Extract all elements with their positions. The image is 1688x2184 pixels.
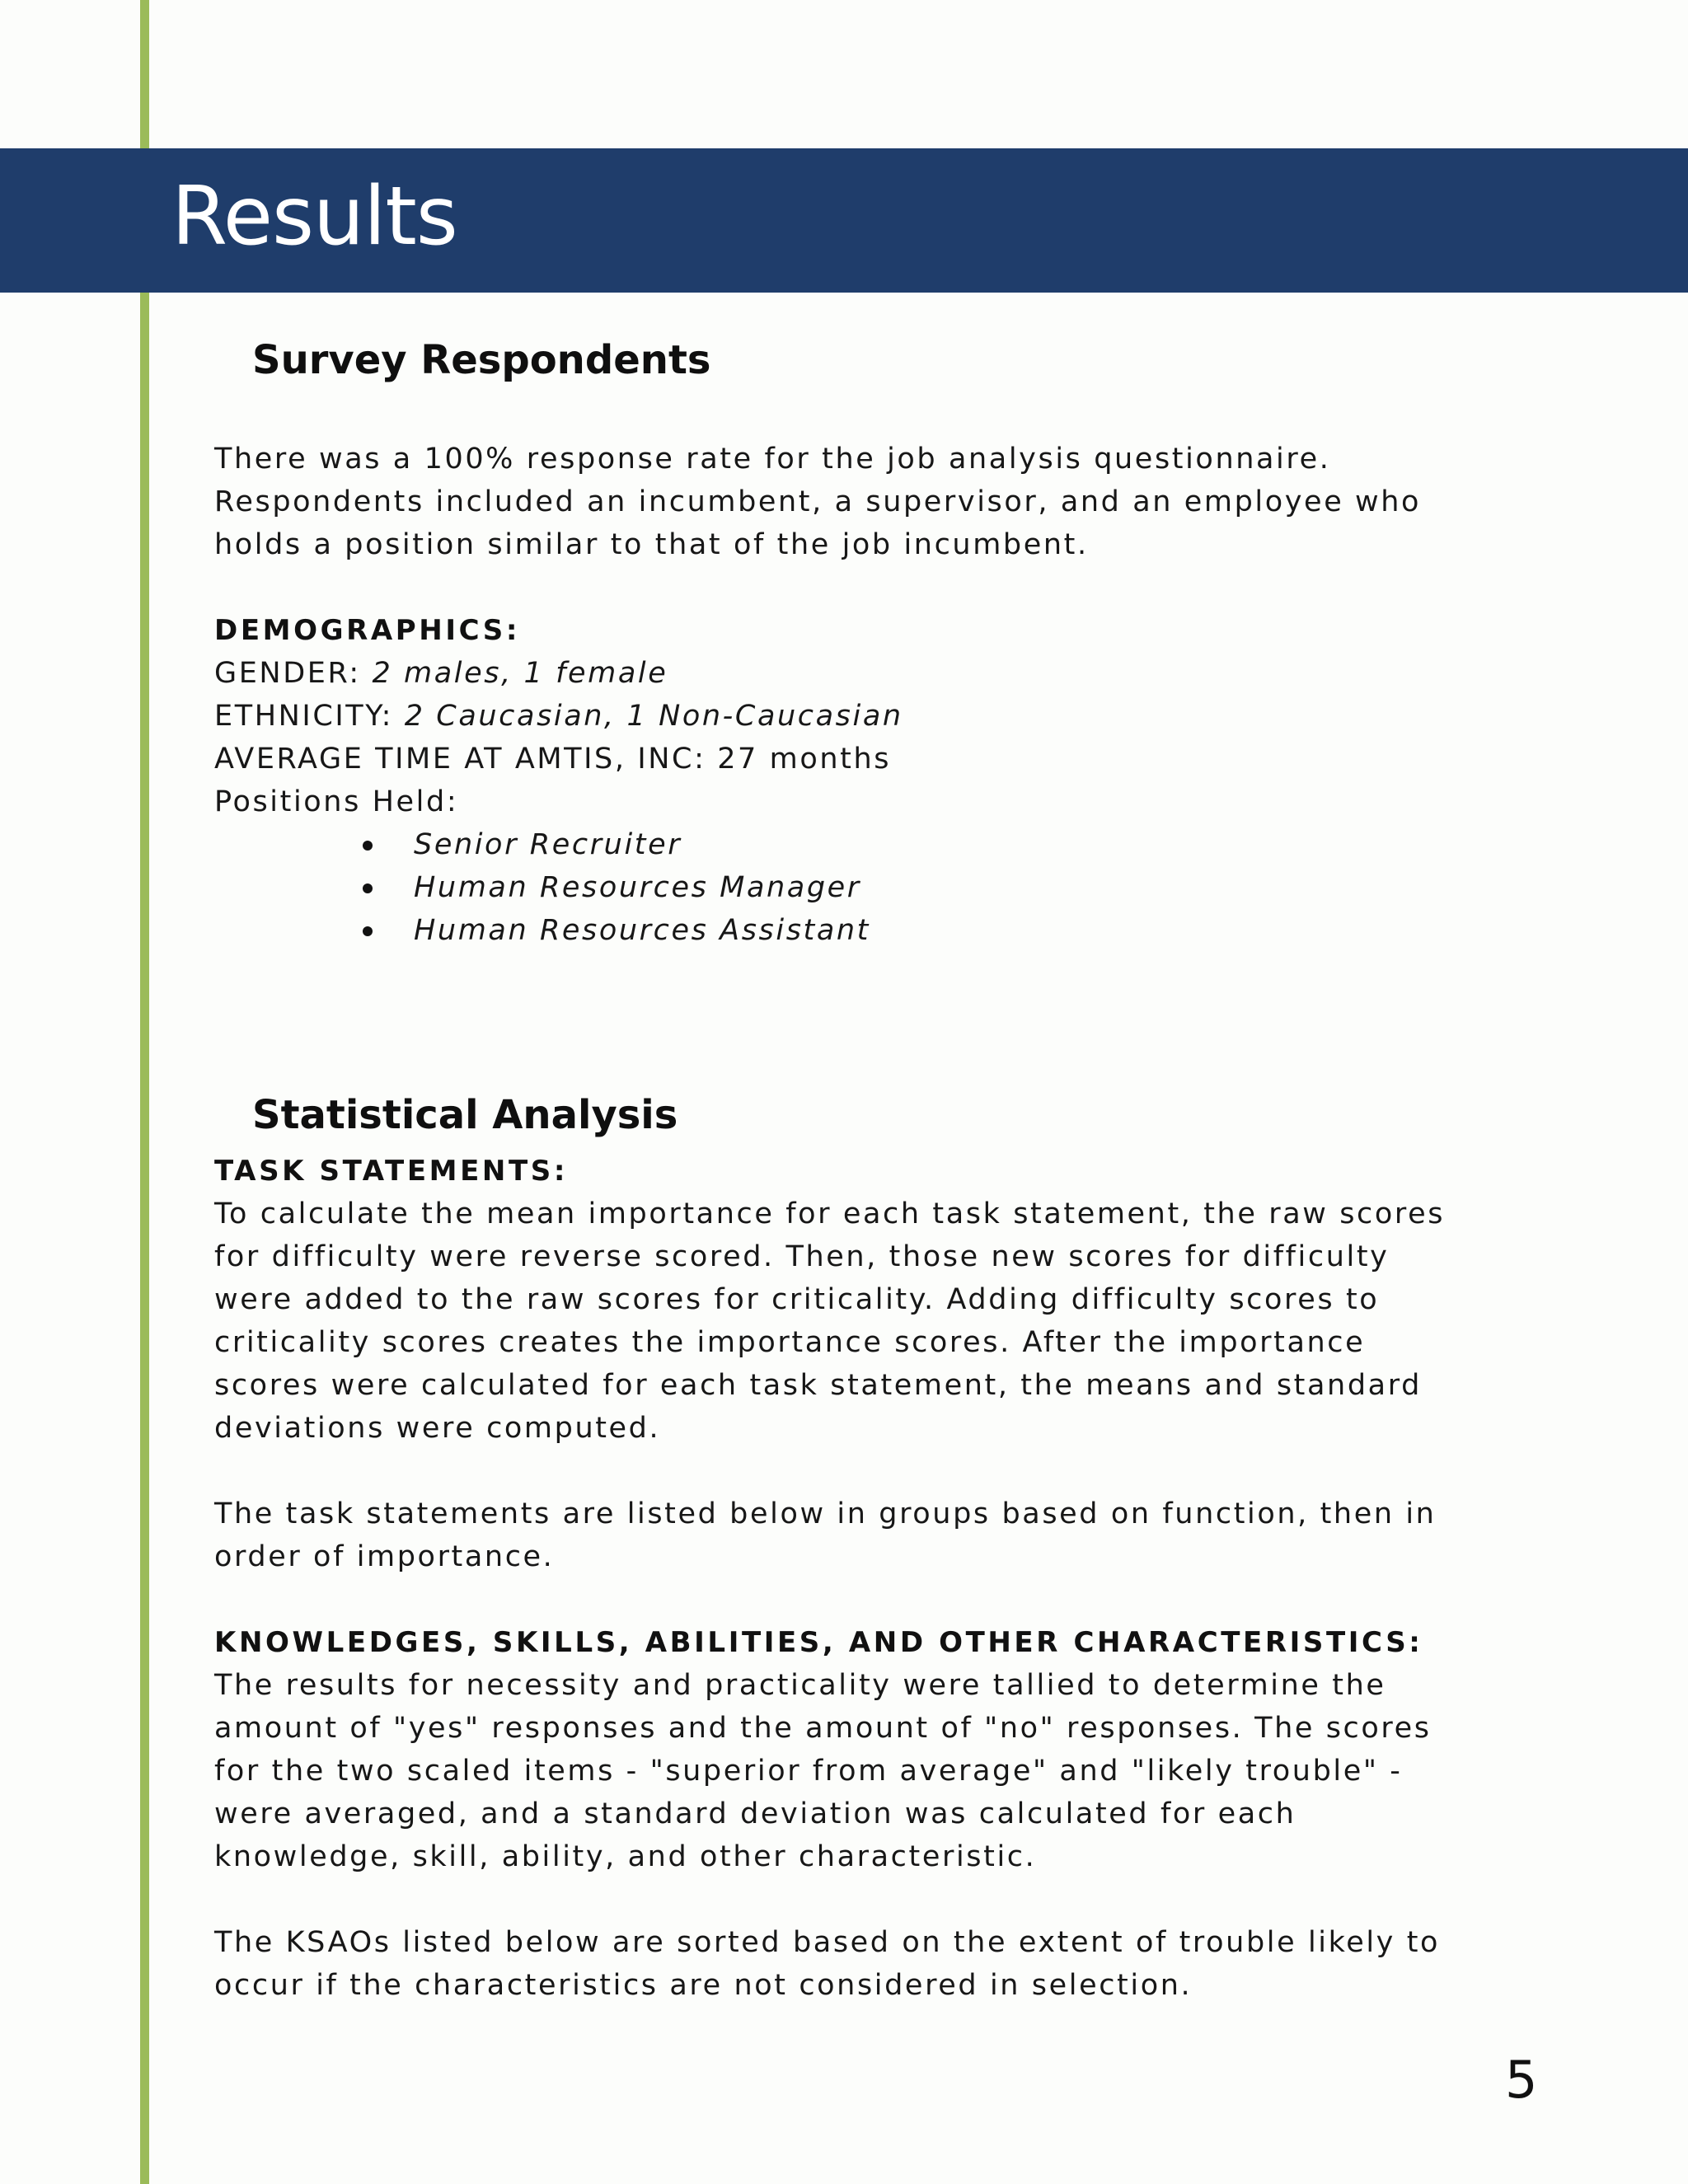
demographics-label: DEMOGRAPHICS: xyxy=(214,614,521,647)
ethnicity-label: ETHNICITY: xyxy=(214,700,405,733)
gender-label: GENDER: xyxy=(214,657,373,690)
positions-held-label: Positions Held: xyxy=(214,785,459,818)
paragraph-line: criticality scores creates the importance scores. After the importance xyxy=(214,1326,1366,1359)
paragraph-line: Respondents included an incumbent, a supervisor, and an employee who xyxy=(214,485,1422,518)
left-accent-rule xyxy=(140,0,149,2184)
bullet-icon xyxy=(363,926,373,936)
paragraph-line: amount of "yes" responses and the amount of "no" responses. The scores xyxy=(214,1712,1432,1745)
paragraph-line: deviations were computed. xyxy=(214,1412,661,1445)
ethnicity-value: 2 Caucasian, 1 Non-Caucasian xyxy=(404,700,903,733)
list-item xyxy=(363,909,1550,952)
paragraph-line: The results for necessity and practicality were tallied to determine the xyxy=(214,1669,1386,1702)
survey-respondents-heading: Survey Respondents xyxy=(252,337,711,383)
position-text: Senior Recruiter xyxy=(414,828,682,861)
survey-respondents-paragraph xyxy=(214,438,1550,566)
spacer xyxy=(214,1878,1550,1921)
paragraph-line: scores were calculated for each task statement, the means and standard xyxy=(214,1369,1422,1402)
spacer xyxy=(214,566,1550,609)
paragraph-line: were averaged, and a standard deviation was calculated for each xyxy=(214,1797,1296,1830)
list-item xyxy=(363,866,1550,909)
statistical-analysis-heading: Statistical Analysis xyxy=(252,1092,678,1138)
task-statements-block xyxy=(214,1150,1550,1578)
paragraph-line: were added to the raw scores for criticality. Adding difficulty scores to xyxy=(214,1283,1380,1316)
spacer xyxy=(214,952,1550,1080)
paragraph-line: knowledge, skill, ability, and other characteristic. xyxy=(214,1840,1037,1873)
paragraph-line: for the two scaled items - "superior from average" and "likely trouble" - xyxy=(214,1755,1403,1788)
paragraph-line: The KSAOs listed below are sorted based on the extent of trouble likely to xyxy=(214,1926,1441,1959)
gender-value: 2 males, 1 female xyxy=(372,657,668,690)
paragraph-line: for difficulty were reverse scored. Then, those new scores for difficulty xyxy=(214,1240,1390,1273)
paragraph-line: occur if the characteristics are not considered in selection. xyxy=(214,1969,1193,2002)
task-statements-label: TASK STATEMENTS: xyxy=(214,1155,569,1188)
paragraph-line: order of importance. xyxy=(214,1540,555,1573)
gender-line xyxy=(214,652,1550,695)
ethnicity-line xyxy=(214,695,1550,738)
position-text: Human Resources Assistant xyxy=(414,914,871,947)
page-number: 5 xyxy=(1505,2050,1538,2110)
bullet-icon xyxy=(363,841,373,851)
bullet-icon xyxy=(363,883,373,893)
spacer xyxy=(214,1578,1550,1621)
list-item xyxy=(363,823,1550,866)
paragraph-line: The task statements are listed below in groups based on function, then in xyxy=(214,1497,1437,1530)
spacer xyxy=(214,1450,1550,1493)
ksaos-block xyxy=(214,1621,1550,2007)
page-title: Results xyxy=(171,170,457,264)
paragraph-line: holds a position similar to that of the job incumbent. xyxy=(214,528,1089,561)
paragraph-line: To calculate the mean importance for each task statement, the raw scores xyxy=(214,1197,1446,1230)
average-time-line: AVERAGE TIME AT AMTIS, INC: 27 months xyxy=(214,743,892,776)
page-content xyxy=(214,326,1550,2007)
paragraph-line: There was a 100% response rate for the job analysis questionnaire. xyxy=(214,443,1331,476)
ksaos-label: KNOWLEDGES, SKILLS, ABILITIES, AND OTHER CHARACTERISTICS: xyxy=(214,1626,1423,1659)
positions-list xyxy=(214,823,1550,952)
spacer xyxy=(214,395,1550,438)
demographics-block xyxy=(214,609,1550,952)
position-text: Human Resources Manager xyxy=(414,871,861,904)
